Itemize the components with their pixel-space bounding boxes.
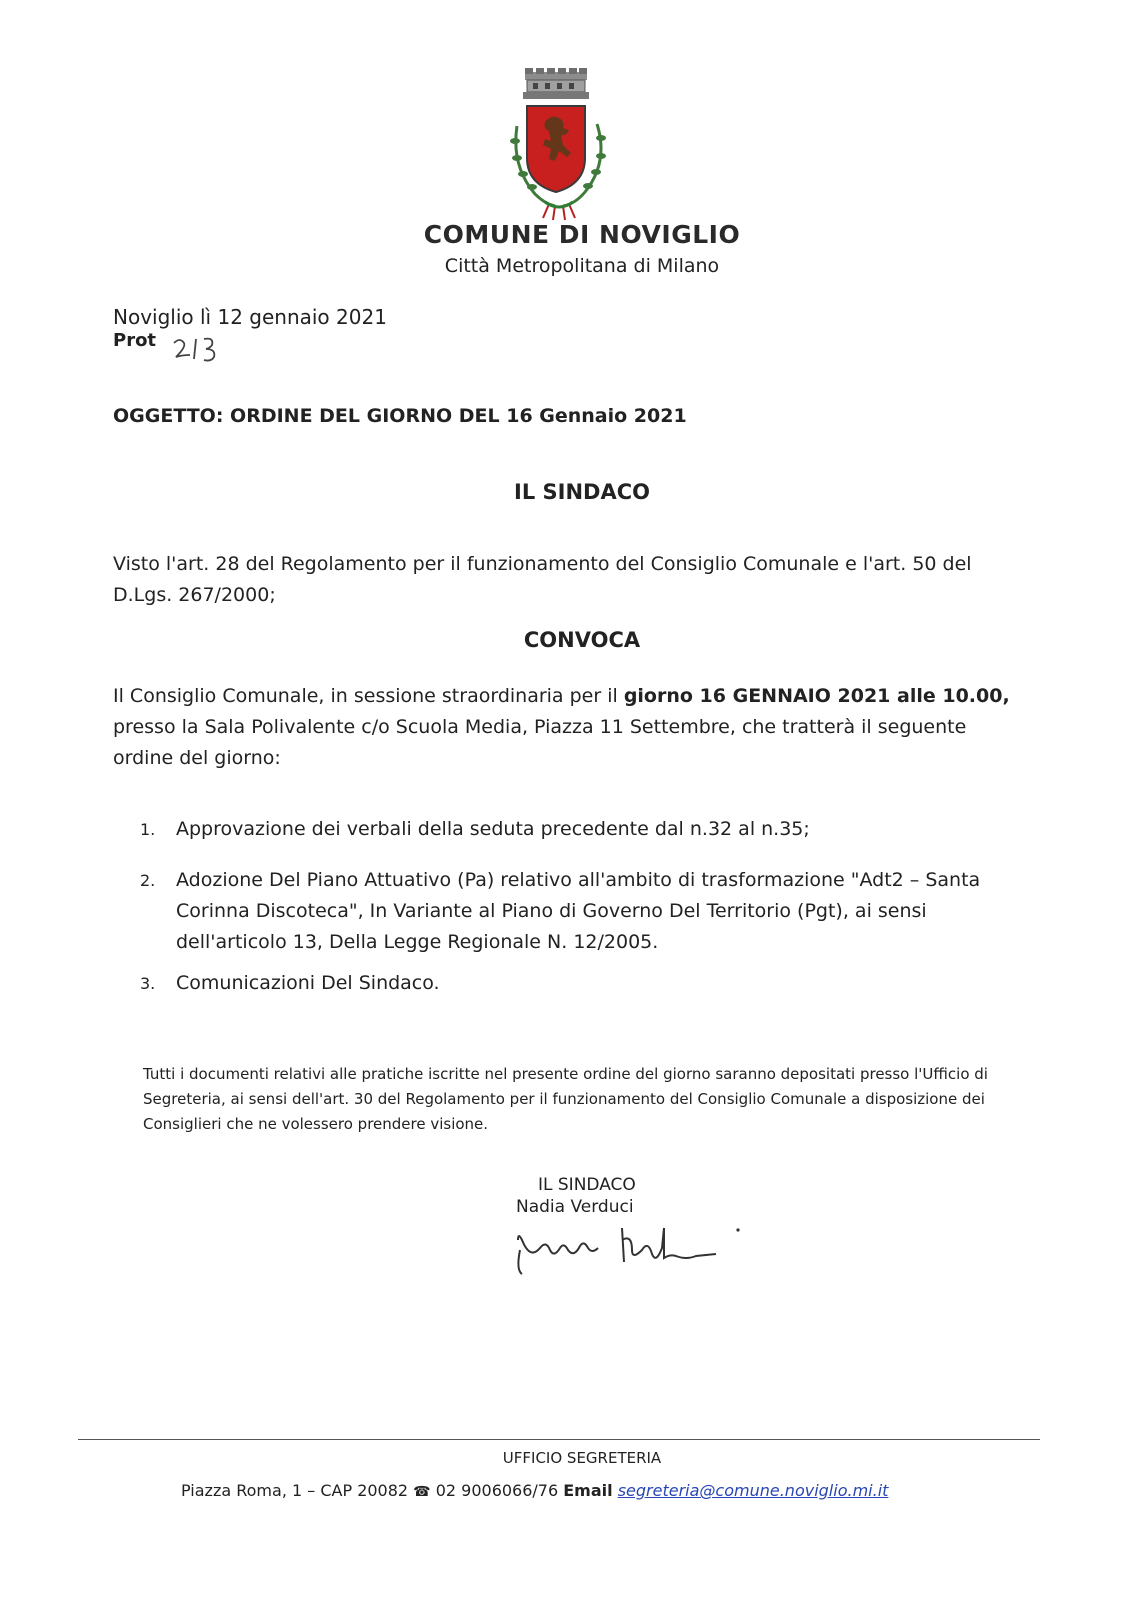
footer-email-label: Email	[563, 1481, 613, 1500]
municipal-coat-of-arms-icon	[505, 66, 625, 226]
sindaco-heading: IL SINDACO	[514, 480, 650, 504]
visto-paragraph: Visto l'art. 28 del Regolamento per il funzionamento del Consiglio Comunale e l'art. 50 del D.Lgs. 267/2000;	[113, 553, 972, 606]
footer-address: Piazza Roma, 1 – CAP 20082	[181, 1481, 414, 1500]
footer-office: UFFICIO SEGRETERIA	[502, 1449, 662, 1467]
document-date: Noviglio lì 12 gennaio 2021	[113, 305, 387, 329]
convoca-heading: CONVOCA	[523, 628, 641, 652]
agenda-item	[140, 814, 1020, 845]
agenda-item-number: 2.	[140, 871, 156, 890]
handwritten-signature	[510, 1210, 750, 1280]
footer-phone: 02 9006066/76	[430, 1481, 564, 1500]
agenda-item	[140, 968, 1020, 999]
org-subtitle: Città Metropolitana di Milano	[444, 255, 720, 277]
documents-note: Tutti i documenti relativi alle pratiche iscritte nel presente ordine del giorno saranno depositati presso l'Ufficio di Segreteria, ai sensi dell'art. 30 del Regolamento per il funzionamento del Consiglio Comunale a disposizione dei Consiglieri che ne volessero prendere visione.	[143, 1065, 988, 1133]
convocation-text-part2: presso la Sala Polivalente c/o Scuola Media, Piazza 11 Settembre, che tratterà il seguente ordine del giorno:	[113, 716, 967, 769]
agenda-item-text: Adozione Del Piano Attuativo (Pa) relativo all'ambito di trasformazione "Adt2 – Santa Corinna Discoteca", In Variante al Piano di Governo Del Territorio (Pgt), ai sensi dell'articolo 13, Della Legge Regionale N. 12/2005.	[176, 869, 981, 953]
protocol-label: Prot	[113, 330, 157, 351]
footer-divider	[78, 1439, 1040, 1440]
convocation-text-part1: Il Consiglio Comunale, in sessione straordinaria per il	[113, 685, 624, 707]
footer-contact	[181, 1481, 888, 1500]
agenda-item-text: Comunicazioni Del Sindaco.	[176, 972, 440, 994]
agenda-item-number: 1.	[140, 820, 156, 839]
agenda-item	[140, 865, 1020, 958]
protocol-number-handwritten	[170, 333, 230, 363]
document-subject: OGGETTO: ORDINE DEL GIORNO DEL 16 Gennaio 2021	[113, 405, 687, 427]
signatory-name: Nadia Verduci	[516, 1197, 634, 1217]
footer-email-link[interactable]: segreteria@comune.noviglio.mi.it	[617, 1481, 889, 1500]
convocation-date-time: giorno 16 GENNAIO 2021 alle 10.00,	[623, 685, 1010, 707]
agenda-item-text: Approvazione dei verbali della seduta precedente dal n.32 al n.35;	[176, 818, 810, 840]
signatory-title: IL SINDACO	[538, 1175, 636, 1195]
org-name: COMUNE DI NOVIGLIO	[423, 220, 741, 249]
convocation-paragraph	[113, 681, 1023, 774]
agenda-item-number: 3.	[140, 974, 156, 993]
telephone-icon: ☎	[413, 1484, 431, 1500]
